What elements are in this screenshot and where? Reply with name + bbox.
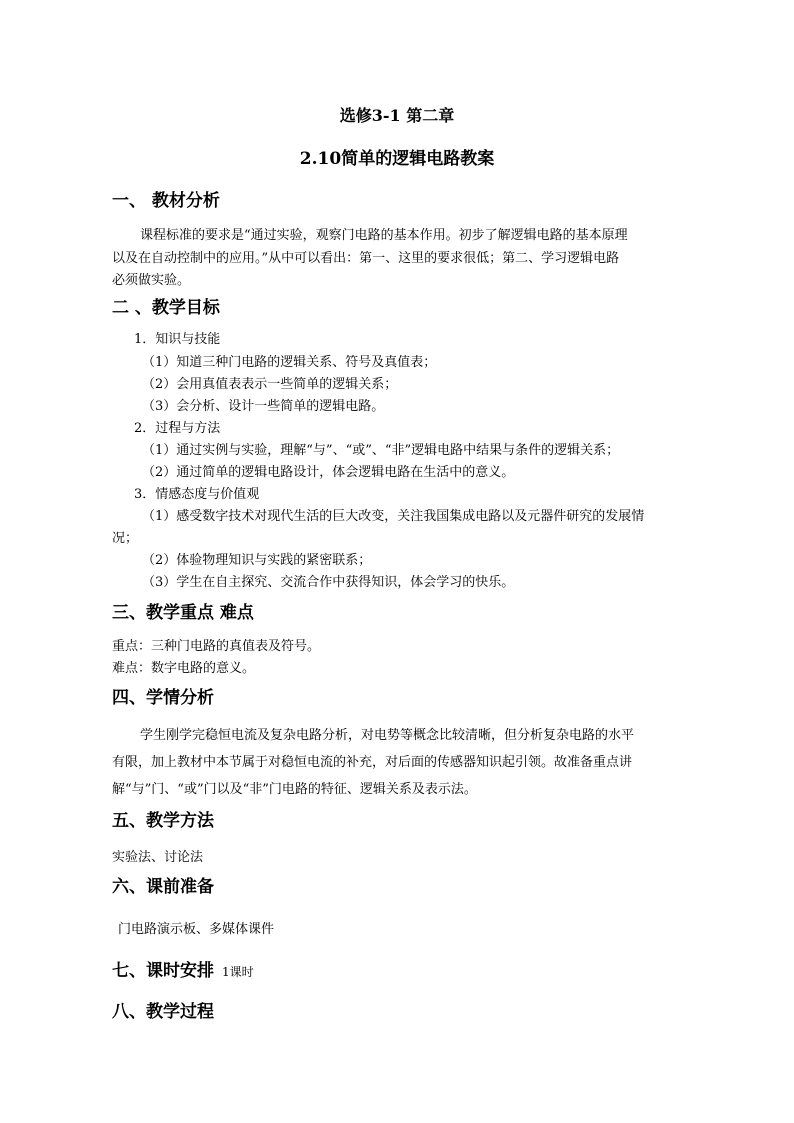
goal-item: （2）通过简单的逻辑电路设计，体会逻辑电路在生活中的意义。 bbox=[142, 465, 515, 480]
paragraph-line: 以及在自动控制中的应用。”从中可以看出：第一、这里的要求很低；第二、学习逻辑电路 bbox=[112, 251, 620, 266]
difficult-point-text: 难点：数字电路的意义。 bbox=[112, 661, 256, 676]
goal-item: （2）会用真值表表示一些简单的逻辑关系； bbox=[142, 377, 398, 392]
paragraph-line: 解“与”门、“或”门以及“非”门电路的特征、逻辑关系及表示法。 bbox=[112, 782, 477, 797]
section-heading-textbook-analysis: 一、 教材分析 bbox=[112, 191, 220, 211]
preparation-text: 门电路演示板、多媒体课件 bbox=[118, 922, 275, 937]
goal-category: 3．情感态度与价值观 bbox=[134, 487, 260, 502]
key-point-text: 重点：三种门电路的真值表及符号。 bbox=[112, 639, 321, 654]
paragraph-line: 必须做实验。 bbox=[112, 273, 191, 288]
page-title: 2.10简单的逻辑电路教案 bbox=[299, 149, 495, 169]
section-heading-teaching-process: 八、教学过程 bbox=[112, 1002, 214, 1022]
section-heading-teaching-methods: 五、教学方法 bbox=[112, 811, 214, 831]
goal-item: （1）通过实例与实验，理解“与”、“或”、“非”逻辑电路中结果与条件的逻辑关系； bbox=[142, 443, 620, 458]
paragraph-line: 有限，加上教材中本节属于对稳恒电流的补充，对后面的传感器知识起引领。故准备重点讲 bbox=[112, 755, 633, 770]
course-heading: 选修3-1 第二章 bbox=[339, 106, 455, 125]
section-heading-teaching-goals: 二 、教学目标 bbox=[112, 298, 220, 318]
schedule-value: 1课时 bbox=[222, 965, 254, 979]
section-heading-key-points: 三、教学重点 难点 bbox=[112, 603, 254, 623]
goal-item: （1）感受数字技术对现代生活的巨大改变，关注我国集成电路以及元器件研究的发展情 bbox=[142, 509, 645, 524]
goal-item: （1）知道三种门电路的逻辑关系、符号及真值表； bbox=[142, 355, 437, 370]
methods-text: 实验法、讨论法 bbox=[112, 850, 204, 865]
section-heading-preparation: 六、课前准备 bbox=[112, 877, 214, 897]
paragraph-line: 课程标准的要求是“通过实验，观察门电路的基本作用。初步了解逻辑电路的基本原理 bbox=[140, 228, 628, 243]
goal-item-continued: 况； bbox=[112, 531, 139, 546]
goal-item: （3）会分析、设计一些简单的逻辑电路。 bbox=[142, 399, 385, 414]
schedule-heading-label: 七、课时安排 bbox=[112, 961, 214, 981]
paragraph-line: 学生刚学完稳恒电流及复杂电路分析，对电势等概念比较清晰，但分析复杂电路的水平 bbox=[140, 728, 635, 743]
goal-category: 2．过程与方法 bbox=[134, 421, 221, 436]
goal-category: 1．知识与技能 bbox=[134, 332, 221, 347]
goal-item: （3）学生在自主探究、交流合作中获得知识，体会学习的快乐。 bbox=[142, 575, 515, 590]
goal-item: （2）体验物理知识与实践的紧密联系； bbox=[142, 553, 372, 568]
section-heading-student-analysis: 四、学情分析 bbox=[112, 688, 214, 708]
section-heading-schedule bbox=[112, 959, 254, 984]
